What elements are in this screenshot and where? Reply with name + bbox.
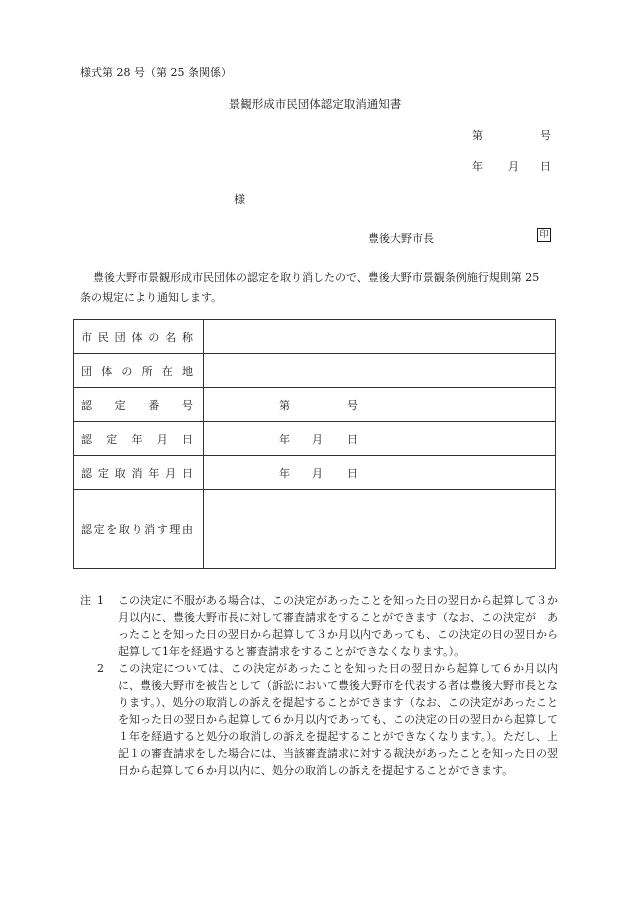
label-char: 定 [114, 398, 126, 412]
note-number: 2 [97, 662, 104, 675]
label-char: 定 [97, 466, 109, 480]
issuer-name: 豊後大野市長 [368, 232, 434, 245]
label-certification-number [74, 388, 204, 422]
label-char: 名 [165, 330, 177, 344]
value-group-address [204, 354, 556, 388]
revoke-date-day: 日 [347, 466, 358, 480]
body-line-1: 豊後大野市景観形成市民団体の認定を取り消したので、豊後大野市景観条例施行規則第 25 [93, 271, 540, 284]
value-revocation-reason [204, 490, 556, 569]
body-line-2: 条の規定により通知します。 [80, 291, 223, 304]
label-char: 取 [114, 466, 126, 480]
label-char: の [148, 330, 160, 344]
label-char: 在 [161, 364, 173, 378]
label-char: 号 [181, 398, 193, 412]
label-char: 認 [81, 432, 92, 446]
label-char: 由 [182, 523, 193, 536]
label-char: の [121, 364, 133, 378]
notes-prefix: 注 [80, 594, 91, 607]
label-certification-date [74, 422, 204, 456]
label-char: 称 [181, 330, 193, 344]
note-number: 1 [97, 594, 104, 607]
cert-number-suffix: 号 [347, 398, 358, 412]
label-char: 取 [118, 523, 130, 536]
value-certification-date [204, 422, 556, 456]
note-prefix-spacer [80, 660, 97, 779]
label-char: 認 [81, 466, 92, 480]
label-char: 番 [148, 398, 160, 412]
seal-stamp-icon: 印 [537, 228, 551, 242]
document-title: 景観形成市民団体認定取消通知書 [228, 97, 402, 111]
label-char: を [106, 523, 118, 536]
label-char: 年 [131, 432, 143, 446]
label-char: 消 [131, 466, 143, 480]
label-char: 定 [106, 432, 118, 446]
label-char: 年 [148, 466, 160, 480]
label-revocation-date [74, 456, 204, 490]
label-char: 市 [81, 330, 92, 344]
label-char: り [131, 523, 143, 536]
detail-table [73, 319, 556, 569]
label-char: 団 [114, 330, 126, 344]
label-char: 消 [144, 523, 156, 536]
label-text [81, 431, 193, 447]
label-char: 理 [169, 523, 181, 536]
table-row [74, 388, 556, 422]
notification-body [80, 268, 560, 308]
note-text: この決定については、この決定があったことを知った日の翌日から起算して６か月以内に、豊後大野市を被告として（訴訟において豊後大野市を代表する者は豊後大野市長となります。）、処分の取消しの訴えを提起することができます（なお、この決定があったことを知った日の翌日から起算して６か月以内であっても、この決定の日の翌日から起算して１年を経過すると処分の取消しの訴えを提起することができなくなります。）。ただし、上記１の審査請求をした場合には、当該審査請求に対する裁決があったことを知った日の翌日から起算して６か月以内に、処分の取消しの訴えを提起することができます。 [118, 662, 558, 777]
label-char: 地 [181, 364, 193, 378]
note-item-2 [80, 660, 558, 779]
cert-date-day: 日 [347, 432, 358, 446]
note-text: この決定に不服がある場合は、この決定があったことを知った日の翌日から起算して３か月以内に、豊後大野市長に対して審査請求をすることができます（なお、この決定が あったことを知った日の翌日から起算して３か月以内であっても、この決定の日の翌日から起算して1年を経過すると審査請求をすることができなくなります。）。 [118, 594, 558, 658]
label-text [81, 465, 193, 481]
table-row [74, 422, 556, 456]
date-day-label: 日 [540, 160, 551, 173]
form-number: 様式第 28 号（第 25 条関係） [80, 66, 232, 79]
label-char: 所 [141, 364, 153, 378]
table-row [74, 456, 556, 490]
revoke-date-month: 月 [312, 466, 323, 480]
label-char: 日 [181, 466, 193, 480]
cert-date-month: 月 [312, 432, 323, 446]
cert-date-year: 年 [279, 432, 290, 446]
label-char: 体 [131, 330, 143, 344]
label-text [81, 329, 193, 345]
label-text [81, 363, 193, 379]
label-char: 月 [165, 466, 177, 480]
value-revocation-date [204, 456, 556, 490]
cert-number-prefix: 第 [279, 398, 290, 412]
label-group-name [74, 320, 204, 354]
label-text [81, 521, 193, 537]
reference-number-prefix: 第 [472, 129, 483, 142]
revoke-date-year: 年 [279, 466, 290, 480]
note-item-1 [80, 592, 558, 660]
label-char: 日 [182, 432, 193, 446]
label-char: 定 [93, 523, 105, 536]
label-group-address [74, 354, 204, 388]
notes-section [80, 592, 558, 779]
label-text [81, 397, 193, 413]
label-char: 月 [156, 432, 168, 446]
label-char: 体 [101, 364, 113, 378]
value-certification-number [204, 388, 556, 422]
label-revocation-reason [74, 490, 204, 569]
label-char: 認 [81, 523, 92, 536]
table-row [74, 320, 556, 354]
label-char: 団 [81, 364, 92, 378]
label-char: す [156, 523, 168, 536]
label-char: 認 [81, 398, 92, 412]
value-group-name [204, 320, 556, 354]
reference-number-suffix: 号 [540, 129, 551, 142]
date-month-label: 月 [508, 160, 519, 173]
table-row [74, 490, 556, 569]
date-year-label: 年 [472, 160, 483, 173]
addressee-honorific: 様 [234, 193, 245, 206]
table-row [74, 354, 556, 388]
label-char: 民 [97, 330, 109, 344]
